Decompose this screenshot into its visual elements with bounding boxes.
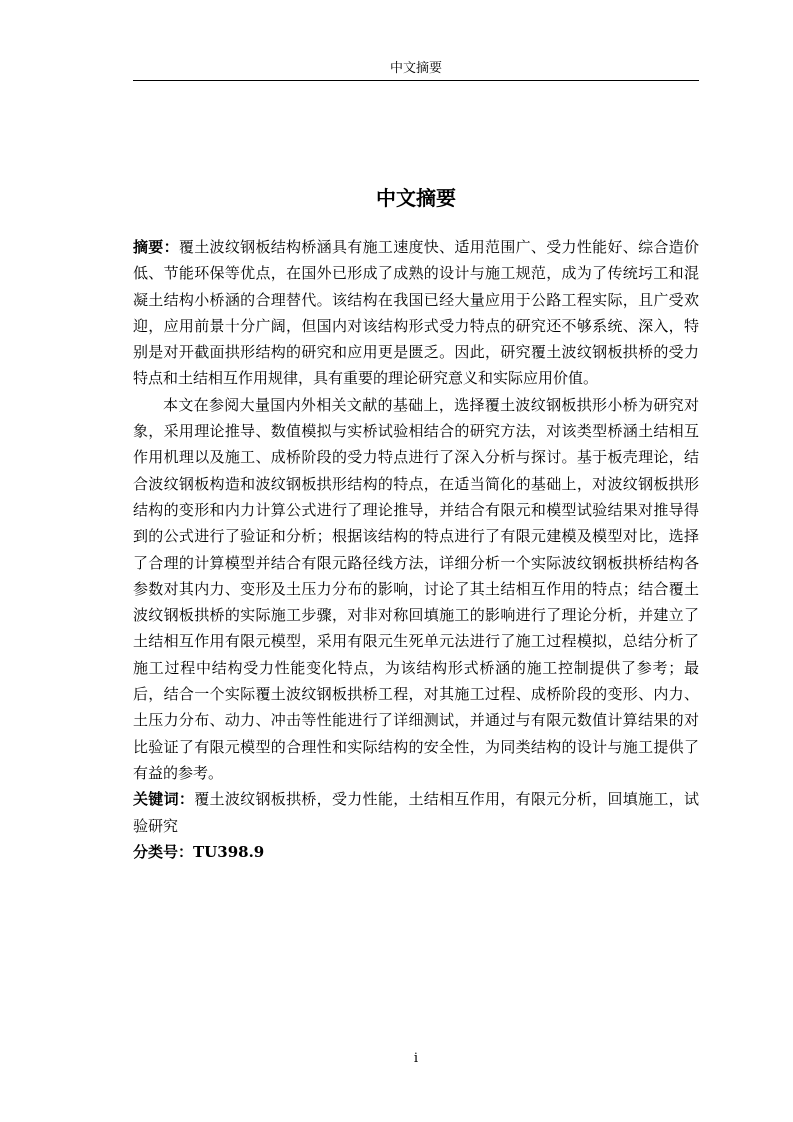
abstract-label: 摘要： [133,238,179,256]
classification-line [133,839,699,865]
abstract-paragraph-2: 本文在参阅大量国内外相关文献的基础上，选择覆土波纹钢板拱形小桥为研究对象，采用理论推导、数值模拟与实桥试验相结合的研究方法，对该类型桥涵土结相互作用机理以及施工、成桥阶段的受力特点进行了深入分析与探讨。基于板壳理论，结合波纹钢板构造和波纹钢板拱形结构的特点，在适当简化的基础上，对波纹钢板拱形结构的变形和内力计算公式进行了理论推导，并结合有限元和模型试验结果对推导得到的公式进行了验证和分析；根据该结构的特点进行了有限元建模及模型对比，选择了合理的计算模型并结合有限元路径线方法，详细分析一个实际波纹钢板拱桥结构各参数对其内力、变形及土压力分布的影响，讨论了其土结相互作用的特点；结合覆土波纹钢板拱桥的实际施工步骤，对非对称回填施工的影响进行了理论分析，并建立了土结相互作用有限元模型，采用有限元生死单元法进行了施工过程模拟，总结分析了施工过程中结构受力性能变化特点，为该结构形式桥涵的施工控制提供了参考；最后，结合一个实际覆土波纹钢板拱桥工程，对其施工过程、成桥阶段的变形、内力、土压力分布、动力、冲击等性能进行了详细测试，并通过与有限元数值计算结果的对比验证了有限元模型的合理性和实际结构的安全性，为同类结构的设计与施工提供了有益的参考。 [133,395,699,782]
running-header: 中文摘要 [389,61,442,76]
abstract-text-1: 覆土波纹钢板结构桥涵具有施工速度快、适用范围广、受力性能好、综合造价低、节能环保等优点，在国外已形成了成熟的设计与施工规范，成为了传统圬工和混凝土结构小桥涵的合理替代。该结构在我国已经大量应用于公路工程实际，且广受欢迎，应用前景十分广阔，但国内对该结构形式受力特点的研究还不够系统、深入，特别是对开截面拱形结构的研究和应用更是匮乏。因此，研究覆土波纹钢板拱桥的受力特点和土结相互作用规律，具有重要的理论研究意义和实际应用价值。 [133,238,699,388]
abstract-paragraph-1 [133,234,699,392]
page-title: 中文摘要 [376,186,456,210]
keywords-text: 覆土波纹钢板拱桥，受力性能，土结相互作用，有限元分析，回填施工，试验研究 [133,790,699,835]
classification-label: 分类号： [133,842,194,861]
abstract-body [133,234,699,865]
keywords-label: 关键词： [133,790,195,809]
classification-value: TU398.9 [193,842,265,861]
page-number: i [413,1051,419,1066]
keywords-line [133,786,699,839]
header-rule [133,80,699,81]
